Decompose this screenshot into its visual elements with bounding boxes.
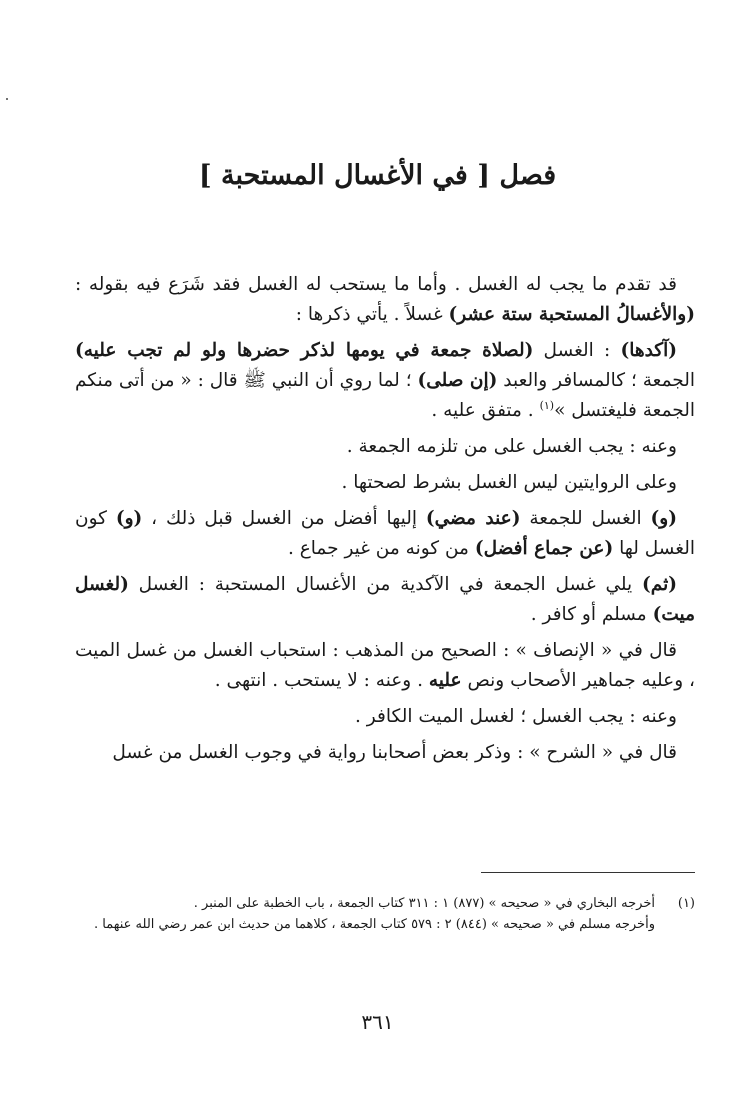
footnote [55,893,695,935]
page-number: ٣٦١ [361,1010,394,1034]
paragraph: (ثم) يلي غسل الجمعة في الآكدية من الأغسال المستحبة : الغسل (لغسل ميت) مسلم أو كافر . [75,574,695,625]
body-text [75,270,695,774]
footnote-divider [481,872,695,873]
footnotes [55,893,695,935]
paragraph: (و) الغسل للجمعة (عند مضي) إليها أفضل من الغسل قبل ذلك ، (و) كون الغسل لها (عن جماع أفضل) من كونه من غير جماع . [75,508,695,559]
footnote-text [55,893,655,935]
paragraph: وعنه : يجب الغسل ؛ لغسل الميت الكافر . [355,706,677,727]
footnote-line: وأخرجه مسلم في « صحيحه » (٨٤٤) ٢ : ٥٧٩ كتاب الجمعة ، كلاهما من حديث ابن عمر رضي الله عنهما . [94,917,655,932]
chapter-title: فصل [ في الأغسال المستحبة ] [198,160,557,191]
scan-speck [6,98,8,100]
paragraph: قال في « الإنصاف » : الصحيح من المذهب : استحباب الغسل من غسل الميت ، وعليه جماهير الأصحاب ونص عليه . وعنه : لا يستحب . انتهى . [75,640,695,691]
paragraph: وعنه : يجب الغسل على من تلزمه الجمعة . [346,436,677,457]
footnote-line: أخرجه البخاري في « صحيحه » (٨٧٧) ١ : ٣١١ كتاب الجمعة ، باب الخطبة على المنبر . [193,896,655,911]
paragraph: (آكدها) : الغسل (لصلاة جمعة في يومها لذكر حضرها ولو لم تجب عليه) الجمعة ؛ كالمسافر والعبد (إن صلى) ؛ لما روي أن النبي ﷺ قال : « من أتى منكم الجمعة فليغتسل »$^{(١)}$ . متفق عليه . [75,340,695,421]
paragraph: قد تقدم ما يجب له الغسل . وأما ما يستحب له الغسل فقد شَرَع فيه بقوله : (والأغسالُ المستحبة ستة عشر) غسلاً . يأتي ذكرها : [75,274,695,325]
paragraph: وعلى الروايتين ليس الغسل بشرط لصحتها . [341,472,677,493]
footnote-number: (١) [677,896,695,911]
paragraph: قال في « الشرح » : وذكر بعض أصحابنا رواية في وجوب الغسل من غسل [112,742,677,763]
